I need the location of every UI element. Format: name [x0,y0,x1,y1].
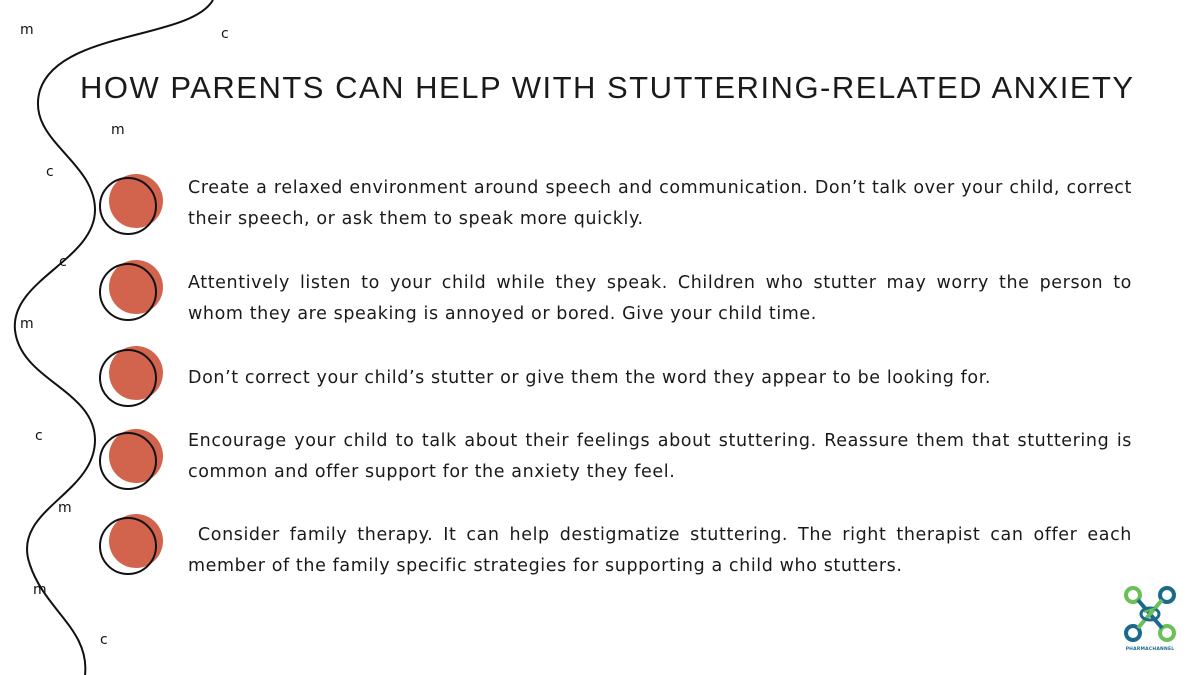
tip-text: Consider family therapy. It can help destigmatize stuttering. The right therapist can offer each member of the family specific strategies for supporting a child who stutters. [188,525,1132,576]
tip-text: Create a relaxed environment around speech and communication. Don’t talk over your child, correct their speech, or ask them to speak more quickly. [188,178,1132,229]
decorative-letter: m [20,22,34,38]
tip-text: Encourage your child to talk about their feelings about stuttering. Reassure them that stuttering is common and offer support for the anxiety they feel. [188,431,1132,482]
decorative-letter: c [35,428,43,444]
circle-bullet-icon [98,425,168,495]
circle-bullet-icon [98,342,168,412]
decorative-letter: c [59,254,67,270]
decorative-letter: c [100,632,108,648]
page-title: HOW PARENTS CAN HELP WITH STUTTERING-RELATED ANXIETY [80,70,1135,105]
circle-bullet-icon [98,256,168,326]
decorative-letter: m [111,122,125,138]
decorative-letter: m [33,582,47,598]
tip-text: Attentively listen to your child while they speak. Children who stutter may worry the person to whom they are speaking is annoyed or bored. Give your child time. [188,273,1132,324]
circle-bullet-icon [98,170,168,240]
tip-text: Don’t correct your child’s stutter or give them the word they appear to be looking for. [188,368,992,388]
pharmachannel-logo-icon [1122,586,1178,664]
circle-bullet-icon [98,510,168,580]
decorative-letter: m [20,316,34,332]
decorative-letter: c [221,26,229,42]
decorative-letter: m [58,500,72,516]
logo-caption: PHARMACHANNEL [1125,647,1175,652]
decorative-letter: c [46,164,54,180]
